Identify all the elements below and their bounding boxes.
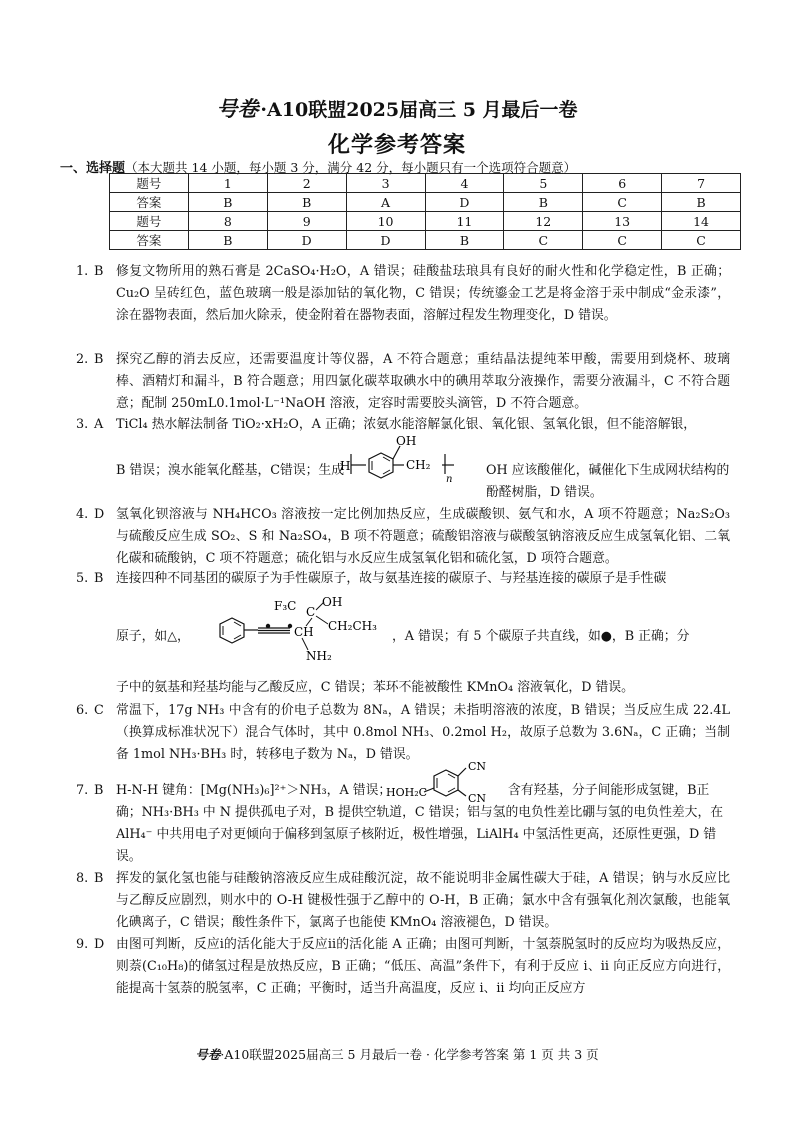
table-cell: 14 <box>662 212 741 231</box>
table-cell: B <box>504 193 583 212</box>
table-cell: 9 <box>267 212 346 231</box>
question-explanation: 由图可判断，反应i的活化能大于反应ii的活化能 A 正确；由图可判断，十氢萘脱氢时的反应均为吸热反应，则萘(C₁₀H₈)的储氢过程是放热反应，B 正确；“低压、高温”条件下，有利于反应 i、ii 向正反应方向进行，能提高十氢萘的脱氢率，C 正确；平衡时，适当升高温度，反应 i、ii 均向正反应方 <box>116 937 730 996</box>
row-label: 题号 <box>110 212 189 231</box>
table-cell: B <box>662 193 741 212</box>
struct-f3c: F₃C <box>274 599 297 613</box>
question-explanation: 修复文物所用的熟石膏是 2CaSO₄·H₂O，A 错误；硅酸盐珐琅具有良好的耐火性和化学稳定性，B 正确；Cu₂O 呈砖红色，蓝色玻璃一般是添加钴的氧化物，C 错误；传统鎏金工艺是将金溶于汞中制成“金汞漆”，涂在器物表面，然后加火除汞，使金附着在器物表面，溶解过程发生物理变化，D 错误。 <box>116 264 730 323</box>
question-answer: C <box>94 703 104 718</box>
table-cell: C <box>583 193 662 212</box>
answer-table <box>109 173 741 250</box>
question-explanation: 含有羟基，分子间能形成氢键，B正确；NH₃·BH₃ 中 N 提供孤电子对，B 提供空轨道，C 错误；铝与氢的电负性差比硼与氢的电负性差大，在 AlH₄⁻ 中共用电子对更倾向于偏移到氢原子核附近，极性增强，LiAlH₄ 中氢活性更高，还原性更强，D 错误。 <box>116 783 724 864</box>
table-row <box>110 174 741 193</box>
table-cell: 3 <box>346 174 425 193</box>
question-answer: B <box>94 264 104 279</box>
question-explanation: 探究乙醇的消去反应，还需要温度计等仪器，A 不符合题意；重结晶法提纯苯甲酸，需要用到烧杯、玻璃棒、酒精灯和漏斗，B 符合题意；用四氯化碳萃取碘水中的碘用萃取分液操作，需要分液漏斗，C 不符合题意；配制 250mL0.1mol·L⁻¹NaOH 溶液，定容时需要胶头滴管，D 不符合题意。 <box>116 352 730 411</box>
struct-nh2: NH₂ <box>306 649 332 663</box>
question-5 <box>76 568 730 590</box>
struct-cn1: CN <box>468 760 487 773</box>
question-3-line2b <box>486 460 736 504</box>
chiral-molecule-structure <box>210 592 390 670</box>
table-cell: D <box>346 231 425 250</box>
struct-n: n <box>446 474 453 485</box>
table-cell: 2 <box>267 174 346 193</box>
question-2 <box>76 349 730 415</box>
question-7-line2 <box>116 780 730 868</box>
question-4 <box>76 504 730 570</box>
question-8 <box>76 868 730 934</box>
table-row <box>110 212 741 231</box>
table-cell: 6 <box>583 174 662 193</box>
question-explanation: OH 应该酸催化，碱催化下生成网状结构的酚醛树脂，D 错误。 <box>486 463 730 500</box>
brand-logo: 号卷 <box>216 96 259 121</box>
table-cell: 13 <box>583 212 662 231</box>
table-cell: 10 <box>346 212 425 231</box>
page-title: 化学参考答案 <box>327 132 466 158</box>
question-1 <box>76 261 730 327</box>
table-cell: 7 <box>662 174 741 193</box>
table-cell: B <box>267 193 346 212</box>
question-5-line2b <box>392 626 732 648</box>
question-number: 6. <box>76 703 89 718</box>
question-answer: B <box>94 352 104 367</box>
struct-cn2: CN <box>468 792 487 805</box>
question-explanation: 氢氧化钡溶液与 NH₄HCO₃ 溶液按一定比例加热反应，生成碳酸钡、氨气和水，A 项不符题意；Na₂S₂O₃ 与硫酸反应生成 SO₂、S 和 Na₂SO₄，B 项不符题意；硫酸铝溶液与碳酸氢钠溶液反应生成氢氧化铝、二氧化碳和硫酸钠，C 项不符题意；硫化铝与水反应生成氢氧化铝和硫化氢，D 项符合题意。 <box>116 507 730 566</box>
footer-text: ·A10联盟2025届高三 5 月最后一卷 · 化学参考答案 第 1 页 共 3 页 <box>220 1047 599 1062</box>
section-note: （本大题共 14 小题，每小题 3 分，满分 42 分，每小题只有一个选项符合题意） <box>125 160 577 175</box>
question-number: 8. <box>76 871 89 886</box>
row-label: 题号 <box>110 174 189 193</box>
question-explanation: H-N-H 键角：[Mg(NH₃)₆]²⁺＞NH₃，A 错误； <box>116 783 392 798</box>
table-cell: C <box>583 231 662 250</box>
exam-title: ·A10联盟2025届高三 5 月最后一卷 <box>260 99 578 121</box>
question-number: 1. <box>76 264 89 279</box>
struct-oh: OH <box>322 595 343 609</box>
struct-ch2: CH₂ <box>406 458 431 472</box>
section-title: 一、选择题 <box>60 161 126 176</box>
page-footer <box>0 1045 794 1063</box>
struct-c: C <box>306 605 316 619</box>
row-label: 答案 <box>110 231 189 250</box>
row-label: 答案 <box>110 193 189 212</box>
table-cell: B <box>188 193 267 212</box>
question-explanation: TiCl₄ 热水解法制备 TiO₂·xH₂O，A 正确；浓氨水能溶解氯化银、氧化银、氢氧化银，但不能溶解银， <box>116 417 697 432</box>
question-answer: A <box>94 417 104 432</box>
question-answer: B <box>94 571 104 586</box>
question-answer: D <box>94 937 105 952</box>
question-answer: B <box>94 783 104 798</box>
table-cell: B <box>188 231 267 250</box>
question-explanation: 连接四种不同基团的碳原子为手性碳原子，故与氨基连接的碳原子、与羟基连接的碳原子是手性碳 <box>116 571 667 586</box>
question-number: 5. <box>76 571 89 586</box>
table-cell: 12 <box>504 212 583 231</box>
table-cell: B <box>425 231 504 250</box>
struct-ch2ch3: CH₂CH₃ <box>328 619 377 633</box>
question-explanation: 原子，如△， <box>116 629 190 644</box>
table-cell: C <box>504 231 583 250</box>
header-title-line1 <box>0 93 794 123</box>
question-3-line2 <box>116 460 366 482</box>
question-5-line3 <box>116 677 730 699</box>
question-explanation: B 错误；溴水能氧化醛基，C错误；生成 <box>116 463 345 478</box>
question-9 <box>76 934 730 1000</box>
table-cell: D <box>425 193 504 212</box>
table-cell: 1 <box>188 174 267 193</box>
table-cell: 5 <box>504 174 583 193</box>
question-explanation: 常温下，17g NH₃ 中含有的价电子总数为 8Nₐ，A 错误；未指明溶液的浓度，B 错误；当反应生成 22.4L（换算成标准状况下）混合气体时，其中 0.8mol NH₃、0.2mol H₂，故原子总数为 3.6Nₐ，C 正确；当制备 1mol NH₃·BH₃ 时，转移电子数为 Nₐ，D 错误。 <box>116 703 730 762</box>
table-cell: C <box>662 231 741 250</box>
question-number: 2. <box>76 352 89 367</box>
question-3 <box>76 414 730 436</box>
table-row <box>110 231 741 250</box>
footer-logo: 号卷 <box>195 1047 221 1062</box>
question-explanation: ，A 错误；有 5 个碳原子共直线，如●，B 正确；分 <box>392 629 690 644</box>
question-number: 7. <box>76 783 89 798</box>
struct-h: H <box>340 459 351 473</box>
question-explanation: 挥发的氯化氢也能与硅酸钠溶液反应生成硅酸沉淀，故不能说明非金属性碳大于硅，A 错误；钠与水反应比与乙醇反应剧烈，则水中的 O-H 键极性强于乙醇中的 O-H，B 正确；氯水中含有强氧化剂次氯酸，也能氧化碘离子，C 错误；酸性条件下，氯离子也能使 KMnO₄ 溶液褪色，D 错误。 <box>116 871 730 930</box>
question-answer: B <box>94 871 104 886</box>
table-cell: 8 <box>188 212 267 231</box>
question-number: 4. <box>76 507 89 522</box>
struct-oh: OH <box>396 436 417 448</box>
table-cell: D <box>267 231 346 250</box>
question-answer: D <box>94 507 105 522</box>
struct-hoh2c: HOH₂C <box>386 786 428 799</box>
table-cell: A <box>346 193 425 212</box>
question-number: 9. <box>76 937 89 952</box>
struct-ch: CH <box>294 625 314 639</box>
question-explanation: 子中的氨基和羟基均能与乙酸反应，C 错误；苯环不能被酸性 KMnO₄ 溶液氧化，D 错误。 <box>116 680 634 695</box>
table-row <box>110 193 741 212</box>
phenolic-polymer-structure <box>336 436 486 488</box>
question-number: 3. <box>76 417 89 432</box>
table-cell: 11 <box>425 212 504 231</box>
table-cell: 4 <box>425 174 504 193</box>
